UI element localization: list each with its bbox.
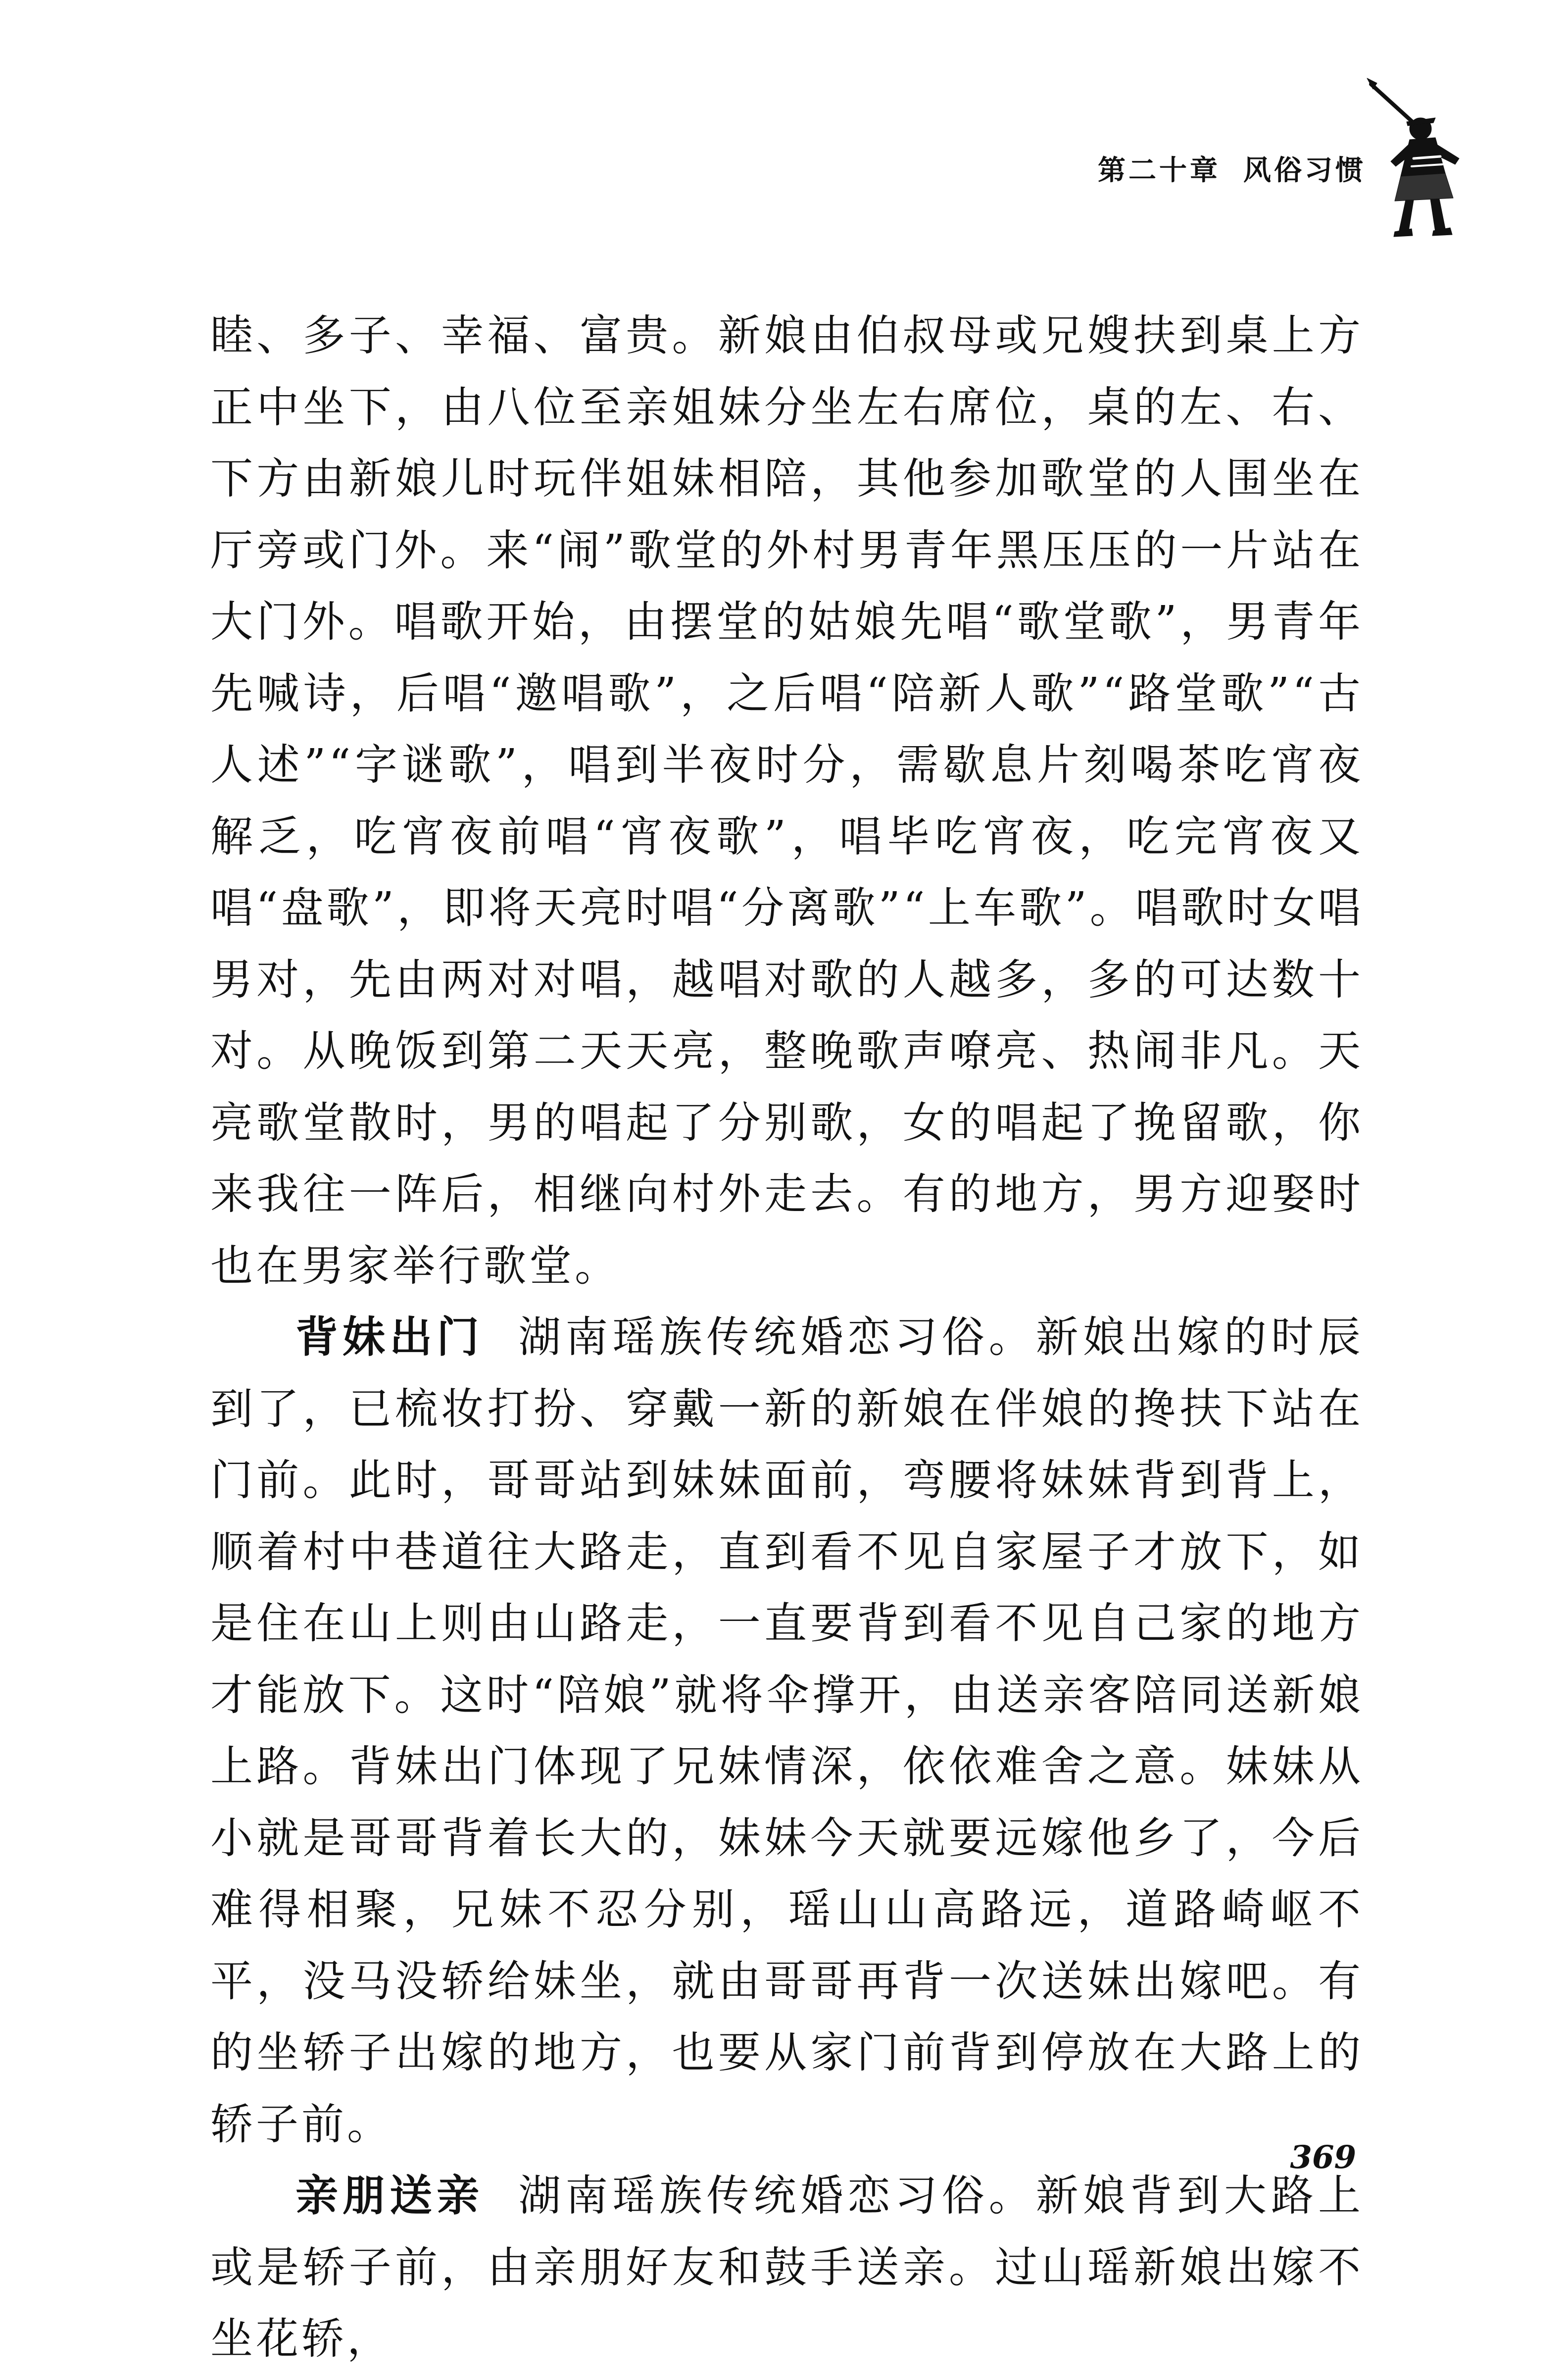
paragraph-entry: [210, 1302, 1364, 2160]
paragraph-text: 湖南瑶族传统婚恋习俗。新娘出嫁的时辰到了，已梳妆打扮、穿戴一新的新娘在伴娘的搀扶下站在门前。此时，哥哥站到妹妹面前，弯腰将妹妹背到背上，顺着村中巷道往大路走，直到看不见自家屋子才放下，如是住在山上则由山路走，一直要背到看不见自己家的地方才能放下。这时“陪娘”就将伞撑开，由送亲客陪同送新娘上路。背妹出门体现了兄妹情深，依依难舍之意。妹妹从小就是哥哥背着长大的，妹妹今天就要远嫁他乡了，今后难得相聚，兄妹不忍分别，瑶山山高路远，道路崎岖不平，没马没轿给妹坐，就由哥哥再背一次送妹出嫁吧。有的坐轿子出嫁的地方，也要从家门前背到停放在大路上的轿子前。: [210, 1313, 1364, 2149]
entry-term: 亲朋送亲: [295, 2171, 484, 2221]
page-number: 369: [1290, 2139, 1356, 2176]
body-text: [210, 300, 1364, 2375]
warrior-figure-icon: [1366, 74, 1465, 238]
paragraph-continuation: [210, 300, 1364, 1302]
entry-term: 背妹出门: [295, 1313, 484, 1362]
chapter-title: 风俗习惯: [1243, 154, 1366, 187]
running-header: [1049, 149, 1366, 188]
paragraph-entry: [210, 2160, 1364, 2375]
paragraph-text: 睦、多子、幸福、富贵。新娘由伯叔母或兄嫂扶到桌上方正中坐下，由八位至亲姐妹分坐左右席位，桌的左、右、下方由新娘儿时玩伴姐妹相陪，其他参加歌堂的人围坐在厅旁或门外。来“闹”歌堂的外村男青年黑压压的一片站在大门外。唱歌开始，由摆堂的姑娘先唱“歌堂歌”，男青年先喊诗，后唱“邀唱歌”，之后唱“陪新人歌”“路堂歌”“古人述”“字谜歌”，唱到半夜时分，需歇息片刻喝茶吃宵夜解乏，吃宵夜前唱“宵夜歌”，唱毕吃宵夜，吃完宵夜又唱“盘歌”，即将天亮时唱“分离歌”“上车歌”。唱歌时女唱男对，先由两对对唱，越唱对歌的人越多，多的可达数十对。从晚饭到第二天天亮，整晚歌声嘹亮、热闹非凡。天亮歌堂散时，男的唱起了分别歌，女的唱起了挽留歌，你来我往一阵后，相继向村外走去。有的地方，男方迎娶时也在男家举行歌堂。: [210, 311, 1364, 1291]
paragraph-text: 湖南瑶族传统婚恋习俗。新娘背到大路上或是轿子前，由亲朋好友和鼓手送亲。过山瑶新娘出嫁不坐花轿，: [210, 2171, 1364, 2364]
chapter-label: 第二十章: [1098, 154, 1221, 187]
